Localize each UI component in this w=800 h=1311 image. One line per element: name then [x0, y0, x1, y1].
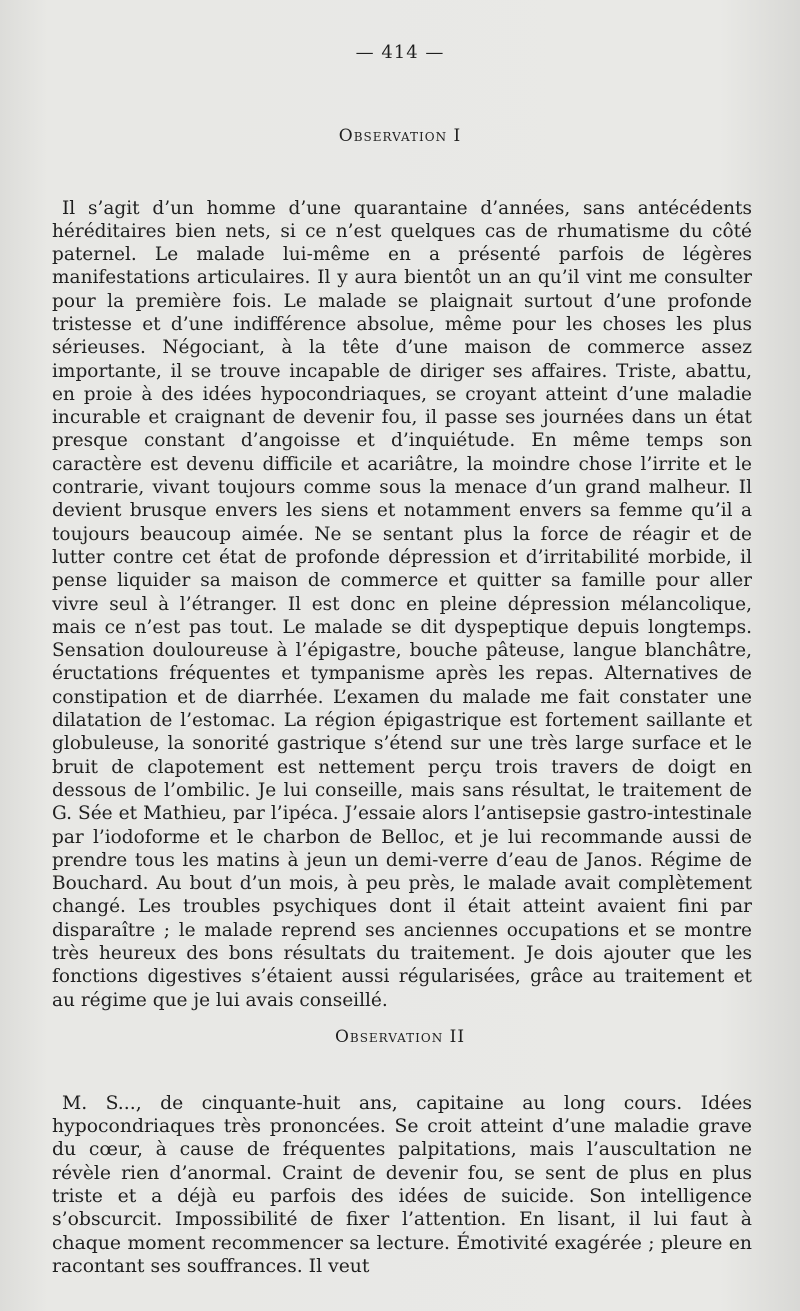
observation-1-heading: Observation I — [338, 126, 462, 146]
page-number: — 414 — — [355, 42, 445, 63]
observation-2-heading: Observation II — [334, 1027, 466, 1047]
observation-1-paragraph: Il s’agit d’un homme d’une quarantaine d’années, sans antécédents héréditaires bien nets, si ce n’est quelques cas de rhumatisme du côté paternel. Le malade lui-même en a présenté parfois de légères manifestations articulaires. Il y aura bientôt un an qu’il vint me consulter pour la première fois. Le malade se plaignait surtout d’une profonde tristesse et d’une indifférence absolue, même pour les choses les plus sérieuses. Négociant, à la tête d’une maison de commerce assez importante, il se trouve incapable de diriger ses affaires. Triste, abattu, en proie à des idées hypocondriaques, se croyant atteint d’une maladie incurable et craignant de devenir fou, il passe ses journées dans un état presque constant d’angoisse et d’inquiétude. En même temps son caractère est devenu difficile et acariâtre, la moindre chose l’irrite et le contrarie, vivant toujours comme sous la menace d’un grand malheur. Il devient brusque envers les siens et notamment envers sa femme qu’il a toujours beaucoup aimée. Ne se sentant plus la force de réagir et de lutter contre cet état de profonde dépression et d’irritabilité morbide, il pense liquider sa maison de commerce et quitter sa famille pour aller vivre seul à l’étranger. Il est donc en pleine dépression mélancolique, mais ce n’est pas tout. Le malade se dit dyspeptique depuis longtemps. Sensation douloureuse à l’épigastre, bouche pâteuse, langue blanchâtre, éructations fréquentes et tympanisme après les repas. Alternatives de constipation et de diarrhée. L’examen du malade me fait constater une dilatation de l’estomac. La région épigastrique est fortement saillante et globuleuse, la sonorité gastrique s’étend sur une très large surface et le bruit de clapotement est nettement perçu trois travers de doigt en dessous de l’ombilic. Je lui conseille, mais sans résultat, le traitement de G. Sée et Mathieu, par l’ipéca. J’essaie alors l’antisepsie gastro-intestinale par l’iodoforme et le charbon de Belloc, et je lui recommande aussi de prendre tous les matins à jeun un demi-verre d’eau de Janos. Régime de Bouchard. Au bout d’un mois, à peu près, le malade avait complètement changé. Les troubles psychiques dont il était atteint avaient fini par disparaître ; le malade reprend ses anciennes occupations et se montre très heureux des bons résultats du traitement. Je dois ajouter que les fonctions digestives s’étaient aussi régularisées, grâce au traitement et au régime que je lui avais conseillé. — [52, 197, 752, 1011]
observation-2-paragraph: M. S..., de cinquante-huit ans, capitaine au long cours. Idées hypocondriaques très prononcées. Se croit atteint d’une maladie grave du cœur, à cause de fréquentes palpitations, mais l’auscultation ne révèle rien d’anormal. Craint de devenir fou, se sent de plus en plus triste et a déjà eu parfois des idées de suicide. Son intelligence s’obscurcit. Impossibilité de fixer l’attention. En lisant, il lui faut à chaque moment recommencer sa lecture. Émotivité exagérée ; pleure en racontant ses souffrances. Il veut — [52, 1092, 752, 1277]
